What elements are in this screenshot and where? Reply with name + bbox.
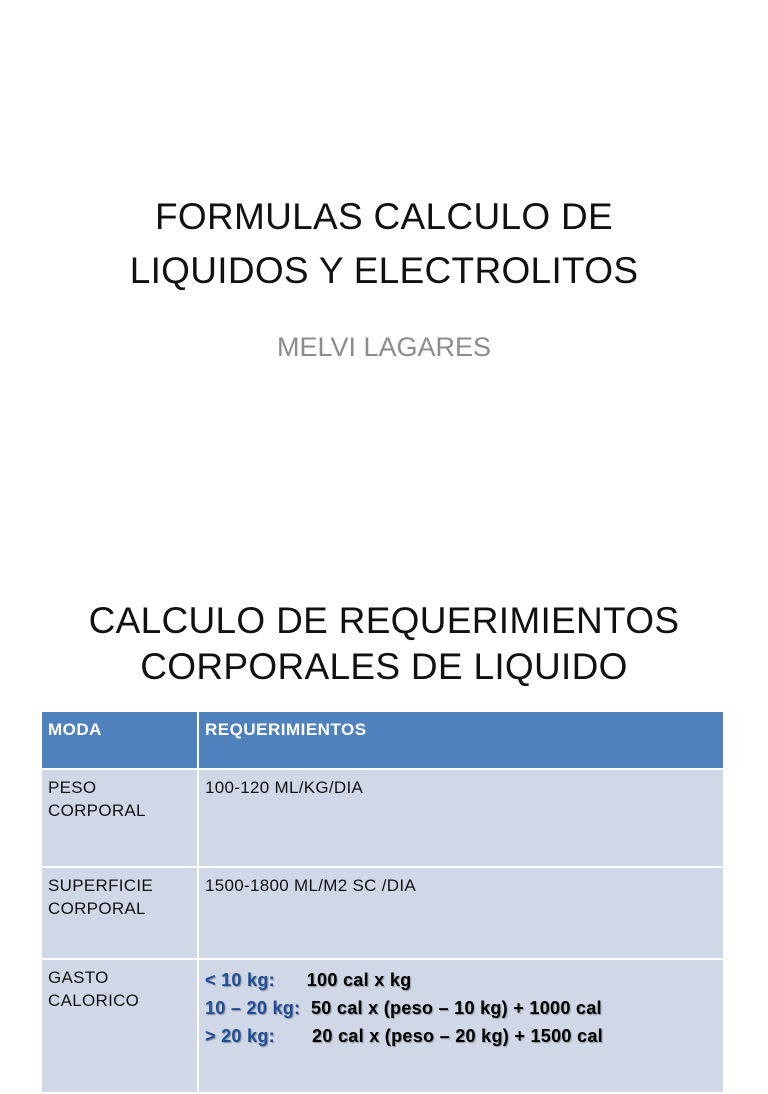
- moda-line-1: SUPERFICIE: [48, 876, 154, 895]
- calorias-line-3: [205, 1022, 717, 1050]
- moda-line-2: CALORICO: [48, 991, 140, 1010]
- header-moda: MODA: [41, 711, 198, 769]
- slide-title-line-2: CORPORALES DE LIQUIDO: [140, 646, 628, 687]
- moda-cell: [41, 959, 198, 1093]
- calorias-range: > 20 kg:: [205, 1026, 275, 1046]
- table-row: [41, 867, 724, 959]
- header-requerimientos: REQUERIMIENTOS: [198, 711, 724, 769]
- requirements-table: [40, 710, 725, 1094]
- presentation-title-line-2: LIQUIDOS Y ELECTROLITOS: [129, 250, 639, 291]
- requerimiento-cell: 100-120 ML/KG/DIA: [198, 769, 724, 867]
- table-header-row: [41, 711, 724, 769]
- moda-line-1: GASTO: [48, 968, 109, 987]
- table-row: [41, 769, 724, 867]
- author-name: MELVI LAGARES: [276, 332, 492, 362]
- calorias-line-1: [205, 966, 717, 994]
- calorias-cell: [198, 959, 724, 1093]
- presentation-title-line-1: FORMULAS CALCULO DE: [154, 196, 613, 237]
- slide-title: [0, 598, 768, 690]
- table-row: [41, 959, 724, 1093]
- calorias-line-2: [205, 994, 717, 1022]
- calorias-range: 10 – 20 kg:: [205, 998, 301, 1018]
- requerimiento-cell: 1500-1800 ML/M2 SC /DIA: [198, 867, 724, 959]
- moda-line-2: CORPORAL: [48, 801, 146, 820]
- calorias-range: < 10 kg:: [205, 970, 275, 990]
- calorias-formula: 20 cal x (peso – 20 kg) + 1500 cal: [312, 1026, 603, 1046]
- moda-line-2: CORPORAL: [48, 899, 146, 918]
- moda-cell: [41, 769, 198, 867]
- slide-title-line-1: CALCULO DE REQUERIMIENTOS: [88, 600, 680, 641]
- calorias-formula: 50 cal x (peso – 10 kg) + 1000 cal: [310, 998, 602, 1018]
- calorias-formula: 100 cal x kg: [306, 970, 412, 990]
- moda-line-1: PESO: [48, 778, 97, 797]
- presentation-title: [0, 190, 768, 298]
- moda-cell: [41, 867, 198, 959]
- requirements-slide: [0, 560, 768, 1046]
